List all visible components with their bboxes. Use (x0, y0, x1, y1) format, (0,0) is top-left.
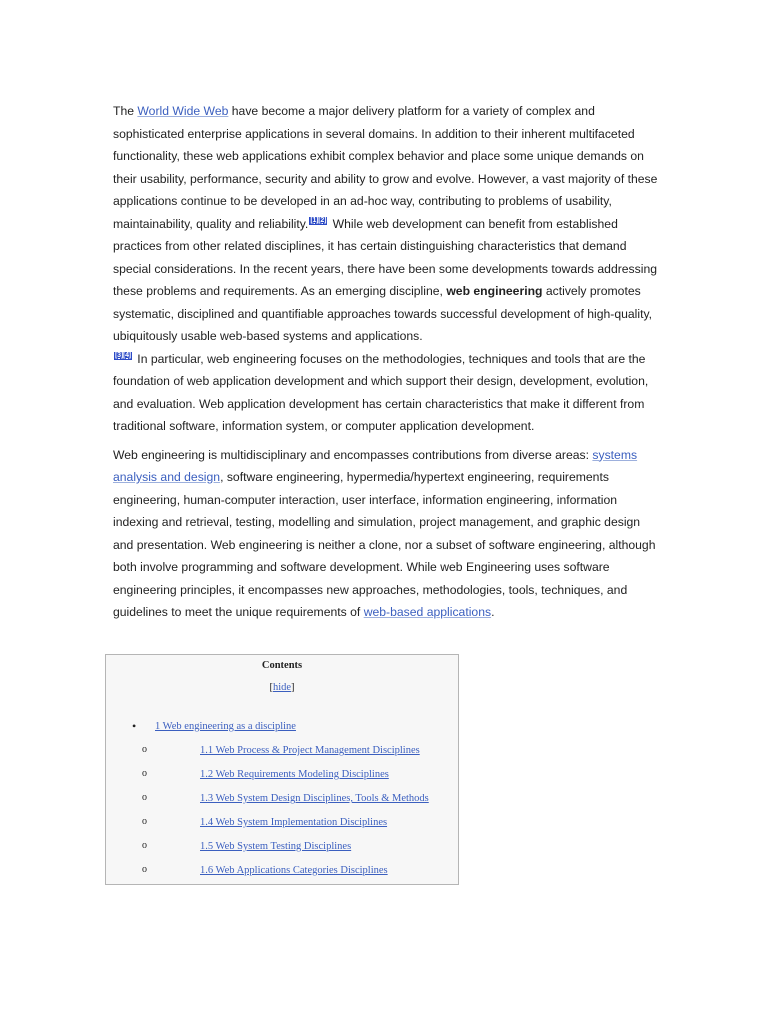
bracket-close: ] (291, 682, 295, 693)
toc-hide-link[interactable]: hide (272, 682, 292, 693)
text: actively promotes systematic, disciplined and quantifiable approaches towards successful development of high-quality, ubiquitously usable web-based systems and applications. (113, 284, 653, 343)
bold-term-web-engineering: web engineering (446, 284, 543, 298)
toc-item (106, 793, 458, 813)
text: have become a major delivery platform for a variety of complex and sophisticated enterprise applications in several domains. In addition to their inherent multifaceted functionality, these web applications exhibit complex behavior and place some unique demands on their usability, performance, security and ability to grow and evolve. However, a vast majority of these applications continue to be developed in an ad-hoc way, contributing to problems of usability, maintainability, quality and reliability. (113, 104, 658, 231)
toc-title: Contents (261, 660, 303, 671)
link-systems-analysis-and-design[interactable]: systems analysis and design (113, 447, 638, 484)
link-world-wide-web[interactable]: World Wide Web (137, 104, 229, 118)
table-of-contents (105, 654, 459, 885)
toc-item (106, 817, 458, 837)
article-body (113, 100, 661, 624)
text: The (113, 104, 138, 118)
text: , software engineering, hypermedia/hypertext engineering, requirements engineering, human-computer interaction, user interface, information engineering, information indexing and retrieval, testing, modelling and simulation, project management, and graphic design and presentation. Web engineering is neither a clone, nor a subset of software engineering, although both involve programming and software development. While web Engineering uses software engineering principles, it encompasses new approaches, methodologies, tools, techniques, and guidelines to meet the unique requirements of (113, 470, 656, 619)
toc-link-1-4[interactable]: 1.4 Web System Implementation Disciplines (200, 817, 388, 828)
toc-link-1[interactable]: 1 Web engineering as a discipline (155, 721, 296, 732)
text: Web engineering is multidisciplinary and encompasses contributions from diverse areas: (113, 447, 593, 462)
bullet-icon: • (132, 719, 137, 733)
circle-bullet-icon: o (142, 792, 147, 803)
circle-bullet-icon: o (142, 864, 147, 875)
circle-bullet-icon: o (142, 816, 147, 827)
toc-link-1-2[interactable]: 1.2 Web Requirements Modeling Disciplines (200, 769, 389, 780)
toc-item (106, 769, 458, 789)
paragraph-intro (113, 100, 661, 438)
link-web-based-applications[interactable]: web-based applications (363, 605, 492, 619)
toc-link-1-3[interactable]: 1.3 Web System Design Disciplines, Tools & Methods (200, 793, 429, 804)
toc-link-1-5[interactable]: 1.5 Web System Testing Disciplines (200, 841, 352, 852)
toc-item (106, 745, 458, 765)
toc-item (106, 865, 458, 885)
toc-toggle (106, 682, 458, 693)
citation-3-4[interactable]: [3][4] (115, 351, 131, 359)
toc-link-1-6[interactable]: 1.6 Web Applications Categories Disciplines (200, 865, 388, 876)
circle-bullet-icon: o (142, 840, 147, 851)
bracket-open: [ (269, 682, 273, 693)
citation-1-2[interactable]: [1][2] (310, 216, 327, 224)
toc-item (106, 841, 458, 861)
toc-item (106, 721, 458, 741)
text: In particular, web engineering focuses on the methodologies, techniques and tools that are the foundation of web application development and which support their design, development, evolution, and evaluation. Web application development has certain characteristics that make it different from traditional software, information system, or computer application development. (113, 351, 649, 433)
text: . (491, 605, 495, 619)
text: While web development can benefit from established practices from other related disciplines, it has certain distinguishing characteristics that demand special considerations. In the recent years, there have been some developments towards addressing these problems and requirements. As an emerging discipline, (113, 216, 658, 298)
circle-bullet-icon: o (142, 744, 147, 755)
circle-bullet-icon: o (142, 768, 147, 779)
toc-link-1-1[interactable]: 1.1 Web Process & Project Management Disciplines (200, 745, 420, 756)
paragraph-multidisciplinary (113, 444, 661, 624)
